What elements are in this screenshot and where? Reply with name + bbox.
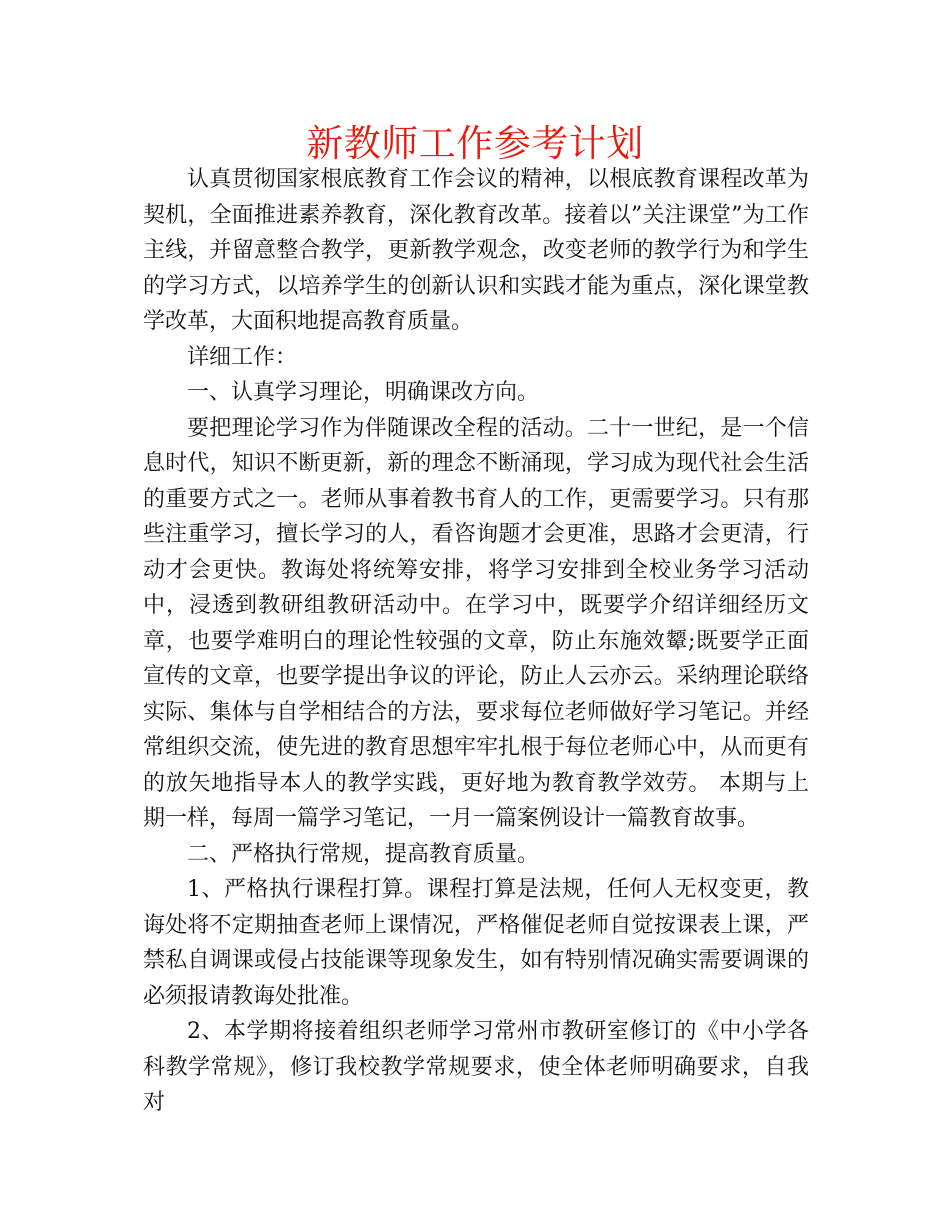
document-body xyxy=(143,162,809,1121)
paragraph-intro: 认真贯彻国家根底教育工作会议的精神，以根底教育课程改革为契机，全面推进素养教育，深化教育改革。接着以”关注课堂”为工作主线，并留意整合教学，更新教学观念，改变老师的教学行为和学生的学习方式，以培养学生的创新认识和实践才能为重点，深化课堂教学改革，大面积地提高教育质量。 xyxy=(143,167,809,334)
section-heading-1: 一、认真学习理论，明确课改方向。 xyxy=(187,380,540,405)
paragraph-item-1: 1、严格执行课程打算。课程打算是法规，任何人无权变更，教诲处将不定期抽查老师上课情况，严格催促老师自觉按课表上课，严禁私自调课或侵占技能课等现象发生，如有特别情况确实需要调课的必须报请教诲处批准。 xyxy=(143,877,809,1009)
paragraph-detail-heading: 详细工作： xyxy=(187,344,298,370)
paragraph-theory-study: 要把理论学习作为伴随课改全程的活动。二十一世纪，是一个信息时代，知识不断更新，新的理念不断涌现，学习成为现代社会生活的重要方式之一。老师从事着教书育人的工作，更需要学习。只有那些注重学习，擅长学习的人，看咨询题才会更准，思路才会更清，行动才会更快。教诲处将统筹安排，将学习安排到全校业务学习活动中，浸透到教研组教研活动中。在学习中，既要学介绍详细经历文章，也要学难明白的理论性较强的文章，防止东施效颦;既要学正面宣传的文章，也要学提出争议的评论，防止人云亦云。采纳理论联络实际、集体与自学相结合的方法，要求每位老师做好学习笔记。并经常组织交流，使先进的教育思想牢牢扎根于每位老师心中，从而更有的放矢地指导本人的教学实践，更好地为教育教学效劳。 本期与上期一样，每周一篇学习笔记，一月一篇案例设计一篇教育故事。 xyxy=(143,415,809,831)
section-heading-2: 二、严格执行常规，提高教育质量。 xyxy=(187,841,540,867)
document-title: 新教师工作参考计划 xyxy=(306,122,644,165)
paragraph-item-2: 2、本学期将接着组织老师学习常州市教研室修订的《中小学各科教学常规》，修订我校教学常规要求，使全体老师明确要求，自我对 xyxy=(143,1019,809,1115)
